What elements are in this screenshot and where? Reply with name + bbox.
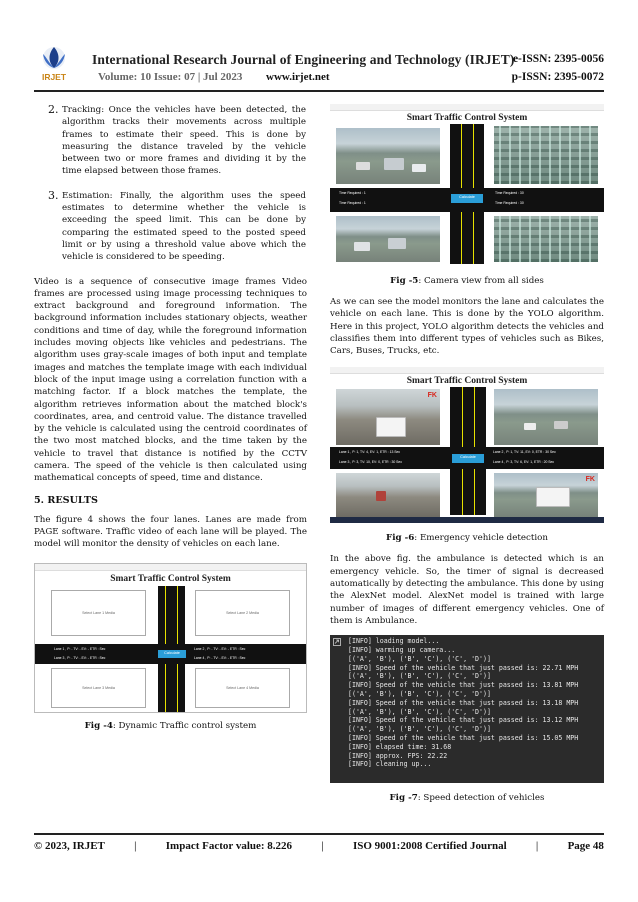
lane-2-info-strip: Lane 2 , P: 1, TV: 11, EV: 0, ETR : 30 Sec <box>490 449 598 456</box>
terminal-line: [('A', 'B'), ('B', 'C'), ('C', 'D')] <box>348 672 491 681</box>
footer-separator: | <box>134 840 137 852</box>
vehicle <box>412 164 426 172</box>
list-item-text: Estimation: Finally, the algorithm uses the speed estimates to determine whether the vehicle is exceeding the speed limit. This can be done by comparing the estimated speed to the posted speed limit or by using a threshold value above which the vehicle is considered to be speeding. <box>62 190 306 263</box>
footer-separator: | <box>535 840 539 852</box>
lane-4-media-box[interactable] <box>195 668 290 708</box>
vehicle <box>354 242 370 251</box>
figure-6-caption <box>330 533 604 543</box>
lane-1-camera-feed <box>336 128 440 184</box>
figure-7-caption <box>330 793 604 803</box>
irjet-logo-icon <box>34 44 74 84</box>
terminal-line: [INFO] Speed of the vehicle that just passed is: 13.18 MPH <box>348 698 579 707</box>
copyright: © 2023, IRJET <box>34 840 105 852</box>
caption-text: : Emergency vehicle detection <box>414 533 548 544</box>
caption-label: Fig -6 <box>386 533 415 544</box>
lane-2-time-strip: Time Required : 30 <box>492 190 598 197</box>
caption-label: Fig -5 <box>390 276 419 286</box>
journal-website-link[interactable]: www.irjet.net <box>266 71 330 83</box>
lane-1-info-strip: Lane 1 , P: 1, TV: 4, EV: 1, ETR : 13 Sec <box>336 449 444 456</box>
impact-factor: Impact Factor value: 8.226 <box>165 840 293 852</box>
lane-1-media-box[interactable] <box>51 590 146 636</box>
taskbar <box>330 517 604 523</box>
lane-box-label: Select Lane 2 Media <box>226 610 259 615</box>
lane-1-info-strip: Lane 1 , P: - TV: - EV: - ETR : Sec <box>51 646 151 653</box>
lane-2-info-strip: Lane 2 , P: - TV: - EV: - ETR : Sec <box>191 646 291 653</box>
caption-label: Fig -7 <box>389 793 418 804</box>
terminal-line: [INFO] cleaning up... <box>348 760 432 769</box>
journal-title: International Research Journal of Engineering and Technology (IRJET) <box>92 52 515 67</box>
list-item <box>34 190 307 264</box>
lane-4-info-strip: Lane 4 , P: - TV: - EV: - ETR : Sec <box>191 655 291 662</box>
lane-box-label: Select Lane 1 Media <box>82 610 115 615</box>
vehicle <box>384 158 404 170</box>
vehicle <box>524 423 536 430</box>
lane-3-info-strip: Lane 3 , P: - TV: - EV: - ETR : Sec <box>51 655 151 662</box>
figure-6-screenshot <box>330 367 604 523</box>
app-title: Smart Traffic Control System <box>406 376 528 387</box>
lane-3-camera-feed <box>336 473 440 517</box>
terminal-line: [('A', 'B'), ('B', 'C'), ('C', 'D')] <box>348 654 491 663</box>
calculate-button[interactable]: Calculate <box>452 454 484 463</box>
figure-5-caption <box>330 276 604 286</box>
lane-2-camera-feed <box>494 126 598 184</box>
lane-1-time-strip: Time Required : 1 <box>336 190 442 197</box>
lane-1-camera-feed <box>336 389 440 445</box>
lane-box-label: Select Lane 4 Media <box>226 685 259 690</box>
lane-4-info-strip: Lane 4 , P: 3, TV: 6, EV: 1, ETR : 20 Sec <box>490 459 598 466</box>
lane-4-camera-feed <box>494 216 598 262</box>
footer-divider <box>34 833 604 835</box>
lane-3-camera-feed <box>336 216 440 262</box>
page-number: Page 48 <box>567 840 604 852</box>
vehicle <box>554 421 568 429</box>
figure-4-screenshot <box>34 563 307 713</box>
body-paragraph: Video is a sequence of consecutive image frames Video frames are processed using image processing techniques to extract background and foreground information. The background information includes stationary objects, weather conditions and time of day, while the foreground information includes moving objects like vehicles and pedestrians. The algorithm uses gray-scale images of both input and template images and matches the template image with each individual block of the input image using a correlation function with a matching factor. If a block matches the template, the algorithm retrieves information about the matched block's coordinates, area, and centroid value. The distance travelled by the vehicle is calculated using the centroid coordinates of the two most matched blocks, and the time taken by the vehicle to travel that distance is notified by the CCTV camera. The speed of the vehicle is then calculated using mathematical concepts of speed, time and distance. <box>34 276 307 484</box>
right-column <box>330 104 604 803</box>
volume-issue: Volume: 10 Issue: 07 | Jul 2023 <box>98 71 243 83</box>
terminal-line: [INFO] elapsed time: 31.68 <box>348 742 452 751</box>
logo-text: IRJET <box>41 72 67 82</box>
lane-3-time-strip: Time Required : 1 <box>336 200 442 207</box>
header-divider <box>34 90 604 92</box>
footer-separator: | <box>321 840 324 852</box>
page-header <box>34 44 604 86</box>
terminal-line: [INFO] Speed of the vehicle that just passed is: 22.71 MPH <box>348 663 579 672</box>
fk-watermark: FK <box>427 392 437 400</box>
vehicle <box>356 162 370 170</box>
ambulance-vehicle <box>536 487 570 507</box>
window-titlebar <box>330 104 604 111</box>
vehicle <box>388 238 406 249</box>
fk-watermark: FK <box>585 476 595 484</box>
list-item-number: 2. <box>48 103 59 116</box>
figure-4-caption <box>34 721 307 731</box>
terminal-line: [INFO] Speed of the vehicle that just passed is: 15.05 MPH <box>348 734 579 743</box>
results-paragraph: The figure 4 shows the four lanes. Lanes are made from PAGE software. Traffic video of each lane will be played. The model will monitor the density of vehicles on each lane. <box>34 514 307 550</box>
lane-4-time-strip: Time Required : 30 <box>492 200 598 207</box>
terminal-output <box>348 637 578 769</box>
caption-text: : Speed detection of vehicles <box>417 793 545 804</box>
caption-label: Fig -4 <box>84 720 113 731</box>
window-titlebar <box>330 367 604 374</box>
terminal-line: [INFO] warming up camera... <box>348 646 456 655</box>
figure-7-terminal <box>330 635 604 783</box>
terminal-gutter <box>330 635 344 783</box>
body-paragraph: In the above fig. the ambulance is detected which is an emergency vehicle. So, the timer of signal is decreased automatically by detecting the ambulance. This done by using the AlexNet model. AlexNet model is trained with large number of images of different emergency vehicles. One of them is Ambulance. <box>330 554 604 626</box>
body-paragraph: As we can see the model monitors the lane and calculates the vehicle on each lane. This is done by the YOLO algorithm. Here in this project, YOLO algorithm detects the vehicles and classifies them into different types of vehicles such as Bikes, Cars, Buses, Trucks, etc. <box>330 297 604 357</box>
terminal-line: [('A', 'B'), ('B', 'C'), ('C', 'D')] <box>348 725 491 734</box>
lane-4-camera-feed <box>494 473 598 517</box>
lane-3-info-strip: Lane 3 , P: 3, TV: 10, EV: 0, ETR : 30 Sec <box>336 459 444 466</box>
vehicle <box>376 491 386 501</box>
calculate-button[interactable]: Calculate <box>451 194 483 203</box>
window-titlebar <box>35 564 306 571</box>
terminal-line: [('A', 'B'), ('B', 'C'), ('C', 'D')] <box>348 707 491 716</box>
terminal-line: [INFO] loading model... <box>348 637 440 646</box>
calculate-button[interactable]: Calculate <box>158 650 186 658</box>
app-title: Smart Traffic Control System <box>110 573 231 584</box>
left-column <box>34 104 307 731</box>
list-item <box>34 104 307 178</box>
page-footer <box>34 840 604 852</box>
caption-text: : Camera view from all sides <box>418 276 544 286</box>
iso-certification: ISO 9001:2008 Certified Journal <box>352 840 507 852</box>
lane-2-media-box[interactable] <box>195 590 290 636</box>
app-title: Smart Traffic Control System <box>406 113 528 123</box>
list-item-text: Tracking: Once the vehicles have been detected, the algorithm tracks their movements across multiple frames to estimate their speed. This is done by measuring the distance traveled by the vehicle between two or more frames and dividing it by the time elapsed between those frames. <box>62 105 306 177</box>
lane-2-camera-feed <box>494 389 598 445</box>
e-issn: e-ISSN: 2395-0056 <box>512 53 604 65</box>
terminal-line: [('A', 'B'), ('B', 'C'), ('C', 'D')] <box>348 690 491 699</box>
terminal-line: [INFO] Speed of the vehicle that just passed is: 13.81 MPH <box>348 681 579 690</box>
figure-5-screenshot <box>330 104 604 264</box>
list-item-number: 3. <box>48 188 59 202</box>
caption-text: : Dynamic Traffic control system <box>112 720 257 731</box>
section-heading: 5. RESULTS <box>34 494 98 506</box>
lane-3-media-box[interactable] <box>51 668 146 708</box>
terminal-line: [INFO] Speed of the vehicle that just passed is: 13.12 MPH <box>348 716 579 725</box>
terminal-output-icon <box>333 638 341 646</box>
p-issn: p-ISSN: 2395-0072 <box>511 71 604 83</box>
terminal-line: [INFO] approx. FPS: 22.22 <box>348 751 448 760</box>
ambulance-vehicle <box>376 417 406 437</box>
lane-box-label: Select Lane 3 Media <box>82 685 115 690</box>
